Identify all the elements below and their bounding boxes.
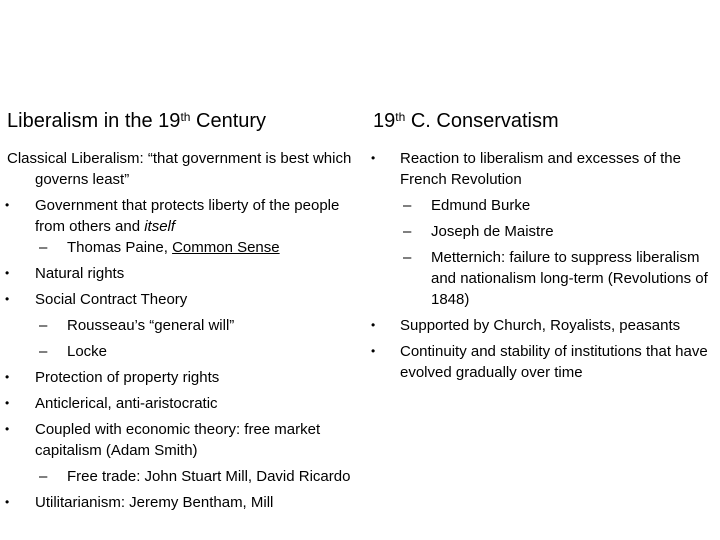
bullet-icon: •	[5, 422, 10, 436]
free-trade-subitem: – Free trade: John Stuart Mill, David Ricardo	[39, 468, 351, 485]
left-heading: Liberalism in the 19th Century	[7, 110, 267, 132]
anticlerical-bullet: • Anticlerical, anti-aristocratic	[5, 395, 218, 412]
property-bullet: • Protection of property rights	[5, 369, 220, 386]
bullet-icon: •	[5, 266, 10, 280]
dash-icon: –	[39, 468, 48, 485]
burke-subitem: – Edmund Burke	[403, 197, 531, 214]
dash-icon: –	[403, 223, 412, 240]
dash-icon: –	[403, 249, 412, 266]
reaction-bullet: • Reaction to liberalism and excesses of the French Revolution	[371, 150, 681, 188]
rousseau-subitem: – Rousseau’s “general will”	[39, 317, 235, 334]
common-sense-link: Common Sense	[172, 239, 280, 256]
natural-rights-bullet: • Natural rights	[5, 265, 125, 282]
utilitarianism-bullet: • Utilitarianism: Jeremy Bentham, Mill	[5, 494, 274, 511]
bullet-icon: •	[5, 495, 10, 509]
dash-icon: –	[39, 343, 48, 360]
paine-subitem: – Thomas Paine, Common Sense	[39, 239, 280, 256]
economic-bullet: • Coupled with economic theory: free market capitalism (Adam Smith)	[5, 421, 321, 459]
left-column	[7, 108, 359, 513]
locke-subitem: – Locke	[39, 343, 108, 360]
continuity-bullet: • Continuity and stability of institutions that have evolved gradually over time	[371, 343, 708, 381]
bullet-icon: •	[5, 370, 10, 384]
bullet-icon: •	[371, 344, 376, 358]
support-bullet: • Supported by Church, Royalists, peasants	[371, 317, 681, 334]
maistre-subitem: – Joseph de Maistre	[403, 223, 554, 240]
right-column	[373, 108, 715, 383]
right-heading: 19th C. Conservatism	[373, 110, 559, 132]
bullet-icon: •	[5, 292, 10, 306]
bullet-icon: •	[371, 318, 376, 332]
liberty-bullet: • Government that protects liberty of the people from others and itself	[5, 197, 340, 235]
bullet-icon: •	[5, 198, 10, 212]
intro-line: Classical Liberalism: “that government is best which governs least”	[7, 150, 352, 188]
dash-icon: –	[39, 239, 48, 256]
dash-icon: –	[39, 317, 48, 334]
dash-icon: –	[403, 197, 412, 214]
metternich-subitem: – Metternich: failure to suppress liberalism and nationalism long-term (Revolutions of 1848)	[403, 249, 708, 308]
bullet-icon: •	[371, 151, 376, 165]
social-contract-bullet: • Social Contract Theory	[5, 291, 188, 308]
bullet-icon: •	[5, 396, 10, 410]
